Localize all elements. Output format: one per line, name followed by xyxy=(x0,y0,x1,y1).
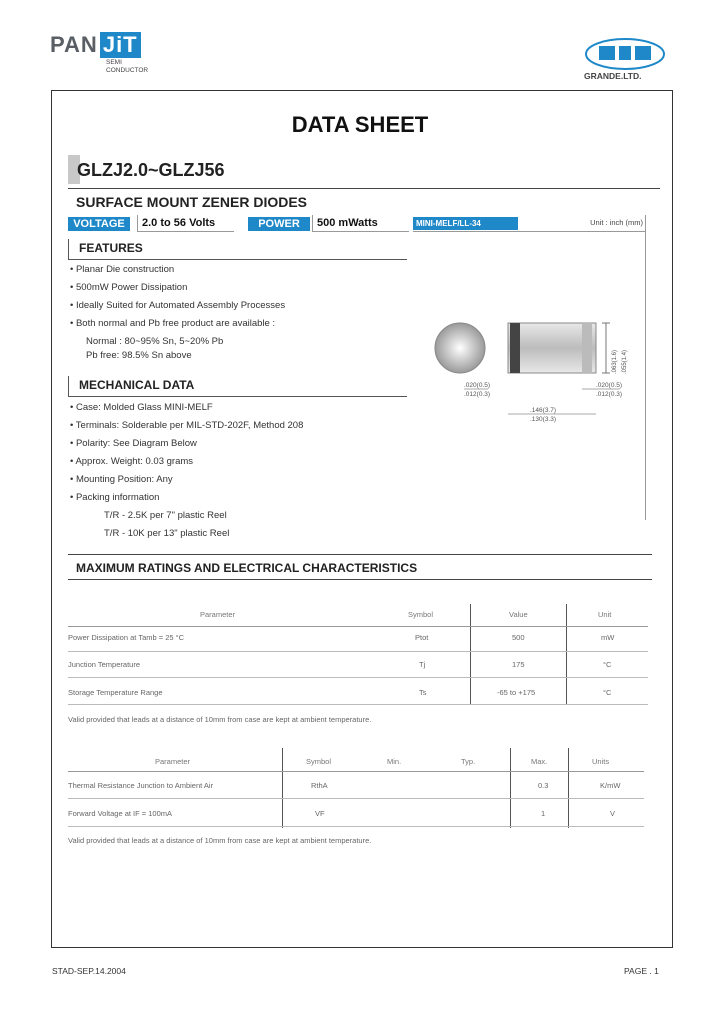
mechanical-header xyxy=(68,376,407,397)
dim-dia: .063(1.6) xyxy=(612,349,618,374)
mech-item: • Mounting Position: Any xyxy=(70,474,173,485)
package-name: MINI-MELF/LL-34 xyxy=(413,217,518,230)
voltage-tag: VOLTAGE xyxy=(68,217,130,231)
logo-sub1: SEMI xyxy=(106,59,122,66)
feature-normal: Normal : 80~95% Sn, 5~20% Pb xyxy=(86,336,224,347)
footer-date: STAD-SEP.14.2004 xyxy=(52,966,126,976)
table2-col-line xyxy=(282,748,283,828)
table2-header: Typ. xyxy=(461,757,476,766)
mech-item: • Packing information xyxy=(70,492,160,503)
anode-cap-icon xyxy=(582,323,592,373)
mech-item: • Case: Molded Glass MINI-MELF xyxy=(70,402,213,413)
dim-dia2: .055(1.4) xyxy=(622,349,628,374)
table1-header: Value xyxy=(509,610,528,619)
part-number: GLZJ2.0~GLZJ56 xyxy=(77,160,225,180)
reel-13: T/R - 10K per 13" plastic Reel xyxy=(104,528,230,539)
table2-row-line xyxy=(68,826,644,827)
features-header xyxy=(68,239,407,260)
feature-item: • Ideally Suited for Automated Assembly Processes xyxy=(70,300,286,311)
table1-row-line xyxy=(68,704,648,705)
table1-col-line xyxy=(470,604,471,704)
page-title: DATA SHEET xyxy=(291,112,429,137)
table1-cell: Power Dissipation at Tamb = 25 °C xyxy=(68,633,185,642)
page-number: PAGE . 1 xyxy=(624,966,659,976)
ratings-divider-bottom xyxy=(68,579,652,580)
table2-header: Max. xyxy=(531,757,548,766)
divider xyxy=(68,188,660,189)
table1-header: Unit xyxy=(598,610,612,619)
table2-cell: K/mW xyxy=(600,781,621,790)
table1-col-line xyxy=(566,604,567,704)
table1-note: Valid provided that leads at a distance of 10mm from case are kept at ambient temperature. xyxy=(68,715,372,724)
cathode-band-icon xyxy=(510,323,520,373)
table2-row-line xyxy=(68,798,644,799)
table2-cell: RthA xyxy=(311,781,328,790)
dim-len1: .146(3.7) xyxy=(530,407,557,414)
dim-cap1: .020(0.5) xyxy=(464,382,491,389)
dim-len2: .130(3.3) xyxy=(530,416,557,423)
grande-text: GRANDE.LTD. xyxy=(584,71,642,81)
logo-sub2: CONDUCTOR xyxy=(106,67,149,74)
table1-header: Parameter xyxy=(200,610,236,619)
table1-row-line xyxy=(68,651,648,652)
dim-cap3: .020(0.5) xyxy=(596,382,623,389)
table1-row-line xyxy=(68,626,648,627)
unit-label: Unit : inch (mm) xyxy=(590,218,643,227)
table2-cell: Forward Voltage at IF = 100mA xyxy=(68,809,173,818)
table1-cell: Ptot xyxy=(415,633,429,642)
table1-cell: Tj xyxy=(419,660,426,669)
logo-subtitle xyxy=(106,59,148,75)
mech-item: • Terminals: Solderable per MIL-STD-202F, Method 208 xyxy=(70,420,304,431)
table1-cell: °C xyxy=(603,688,612,697)
features-title: FEATURES xyxy=(79,241,143,255)
package-diagram xyxy=(420,300,650,435)
mech-item: • Approx. Weight: 0.03 grams xyxy=(70,456,194,467)
table1-header: Symbol xyxy=(408,610,434,619)
table2-col-line xyxy=(510,748,511,828)
table1-cell: mW xyxy=(601,633,615,642)
table2-note: Valid provided that leads at a distance of 10mm from case are kept at ambient temperature. xyxy=(68,836,372,845)
feature-item: • Planar Die construction xyxy=(70,264,175,275)
table2-cell: Thermal Resistance Junction to Ambient Air xyxy=(68,781,214,790)
ratings-title: MAXIMUM RATINGS AND ELECTRICAL CHARACTERISTICS xyxy=(76,561,418,575)
mechanical-title: MECHANICAL DATA xyxy=(79,378,195,392)
feature-pbfree: Pb free: 98.5% Sn above xyxy=(86,350,192,361)
table2-col-line xyxy=(568,748,569,828)
table2-cell: 1 xyxy=(541,809,546,818)
table2-cell: VF xyxy=(315,809,325,818)
voltage-value: 2.0 to 56 Volts xyxy=(137,215,234,232)
logo-jit-text: JiT xyxy=(100,32,141,58)
table1-cell: Storage Temperature Range xyxy=(68,688,163,697)
table2-header: Units xyxy=(592,757,610,766)
package-divider xyxy=(413,231,646,232)
reel-7: T/R - 2.5K per 7" plastic Reel xyxy=(104,510,227,521)
table2-header: Parameter xyxy=(155,757,191,766)
product-subtitle: SURFACE MOUNT ZENER DIODES xyxy=(76,194,308,210)
feature-item: • Both normal and Pb free product are available : xyxy=(70,318,276,329)
table1-cell: Junction Temperature xyxy=(68,660,140,669)
ratings-divider-top xyxy=(68,554,652,555)
grande-logo-icon xyxy=(585,38,665,70)
dim-cap2: .012(0.3) xyxy=(464,391,491,398)
table1-cell: Ts xyxy=(419,688,427,697)
table2-header: Min. xyxy=(387,757,402,766)
power-value: 500 mWatts xyxy=(312,215,409,232)
power-tag: POWER xyxy=(248,217,310,231)
end-view-icon xyxy=(435,323,485,373)
mech-item: • Polarity: See Diagram Below xyxy=(70,438,197,449)
table1-cell: 500 xyxy=(512,633,525,642)
logo-pan-text: PAN xyxy=(50,32,98,57)
table1-cell: -65 to +175 xyxy=(497,688,536,697)
dim-cap4: .012(0.3) xyxy=(596,391,623,398)
table1-cell: °C xyxy=(603,660,612,669)
panjit-logo xyxy=(50,32,141,58)
table2-header: Symbol xyxy=(306,757,332,766)
table2-row-line xyxy=(68,771,644,772)
table2-cell: V xyxy=(610,809,616,818)
table1-cell: 175 xyxy=(512,660,525,669)
feature-item: • 500mW Power Dissipation xyxy=(70,282,188,293)
table1-row-line xyxy=(68,677,648,678)
table2-cell: 0.3 xyxy=(538,781,549,790)
